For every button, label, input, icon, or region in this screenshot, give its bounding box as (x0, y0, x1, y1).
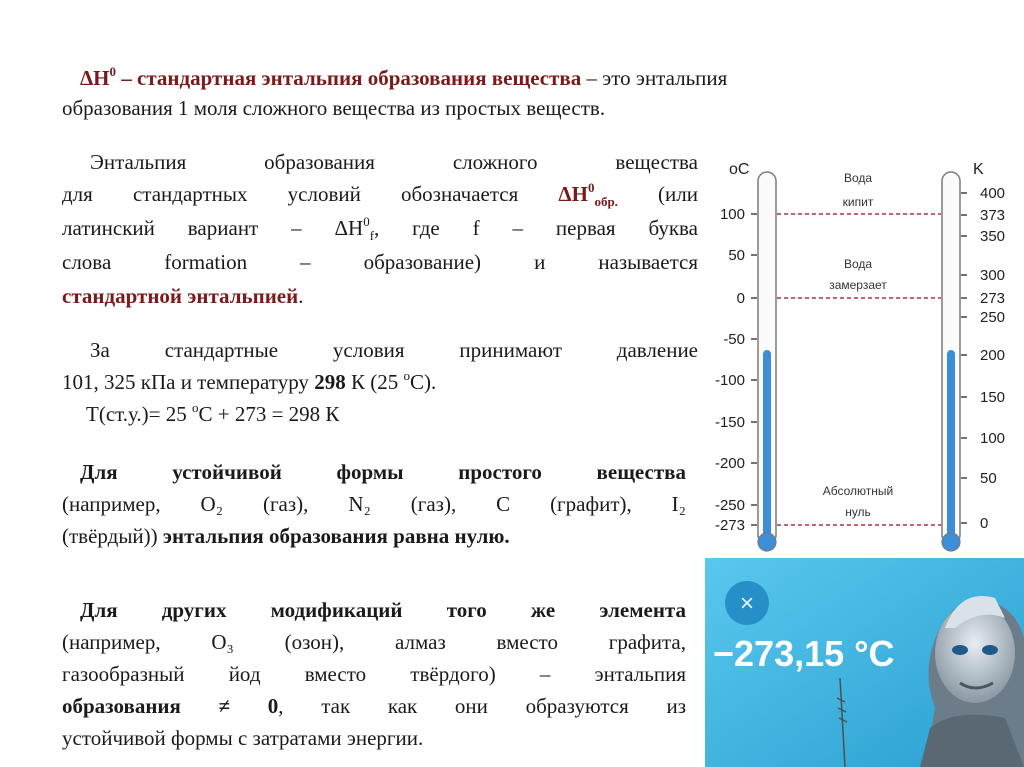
k-tick: 100 (980, 430, 1006, 447)
para2-line3: Т(ст.у.)= 25 $^о$С + 273 = 298 К (86, 400, 340, 426)
k-tick: 200 (980, 347, 1006, 364)
c-tick: -250 (715, 497, 745, 514)
close-glyph: × (739, 590, 755, 617)
thermometer-figure (715, 150, 1015, 560)
celsius-tick-marks (751, 214, 757, 525)
freeze-label-2: замерзает (829, 278, 887, 292)
k-tick: 273 (980, 290, 1006, 307)
boil-label-2: кипит (842, 195, 874, 209)
definition-line1: $\Delta H^0$ – стандартная энтальпия образования вещества – это энтальпия (80, 64, 728, 90)
para2-line2: 101, 325 кПа и температуру 298 К (25 $^о$С). (62, 368, 437, 394)
k-tick: 150 (980, 389, 1006, 406)
c-tick: -200 (715, 455, 745, 472)
k-tick: 250 (980, 309, 1006, 326)
kelvin-unit: K (973, 161, 984, 178)
para1-line2: для стандартных условий обозначается $\Delta H^0_{обр.}$ (или (62, 180, 698, 209)
para4-line4: образования ≠ 0, так как они образуются из (62, 694, 686, 718)
definition-term: $\Delta H^0$ – стандартная энтальпия образования вещества (80, 64, 582, 90)
definition-line2: образования 1 моля сложного вещества из простых веществ. (62, 96, 606, 120)
c-tick: -100 (715, 372, 745, 389)
para4-line3: газообразный йод вместо твёрдого) – энтальпия (62, 662, 686, 686)
k-tick: 300 (980, 267, 1006, 284)
boil-label-1: Вода (843, 171, 873, 185)
para4-line2: (например, O₃ (озон), алмаз вместо графита, (62, 630, 686, 654)
absolute-zero-temp: −273,15 °C (713, 633, 895, 674)
c-tick: -150 (715, 414, 745, 431)
para3-line2: (например, O₂ (газ), N₂ (газ), C (графит), I₂ (62, 492, 686, 516)
para2-line1: За стандартные условия принимают давление (90, 338, 698, 362)
zero-label-2: нуль (845, 505, 871, 519)
kelvin-ticks (980, 185, 1005, 532)
c-tick: -50 (723, 331, 745, 348)
celsius-bulb (758, 533, 776, 551)
para4-line1: Для других модификаций того же элемента (80, 598, 686, 622)
celsius-mercury (763, 350, 771, 540)
para4-line5: устойчивой формы с затратами энергии. (62, 726, 424, 750)
para1-line3: латинский вариант – $\Delta H^0_f$, где f – первая буква (62, 214, 699, 243)
para1-line4: слова formation – образование) и называется (62, 250, 698, 274)
k-tick: 50 (980, 470, 997, 487)
c-tick: 0 (736, 290, 745, 307)
celsius-ticks (715, 206, 745, 534)
k-tick: 400 (980, 185, 1006, 202)
photo-panel (705, 558, 1024, 767)
celsius-unit: oC (729, 161, 750, 178)
k-tick: 0 (980, 515, 989, 532)
freeze-label-1: Вода (843, 257, 873, 271)
para3-line1: Для устойчивой формы простого вещества (80, 460, 686, 484)
para3-line3: (твёрдый)) энтальпия образования равна нулю. (62, 524, 510, 548)
kelvin-mercury (947, 350, 955, 540)
para1-line5: стандартной энтальпией. (62, 284, 304, 308)
k-tick: 373 (980, 207, 1006, 224)
c-tick: 100 (719, 206, 745, 223)
kelvin-tick-marks (961, 193, 967, 523)
k-tick: 350 (980, 228, 1006, 245)
c-tick: -273 (715, 517, 745, 534)
kelvin-bulb (942, 533, 960, 551)
zero-label-1: Абсолютный (822, 484, 894, 498)
c-tick: 50 (728, 247, 745, 264)
para1-line1: Энтальпия образования сложного вещества (90, 150, 698, 174)
